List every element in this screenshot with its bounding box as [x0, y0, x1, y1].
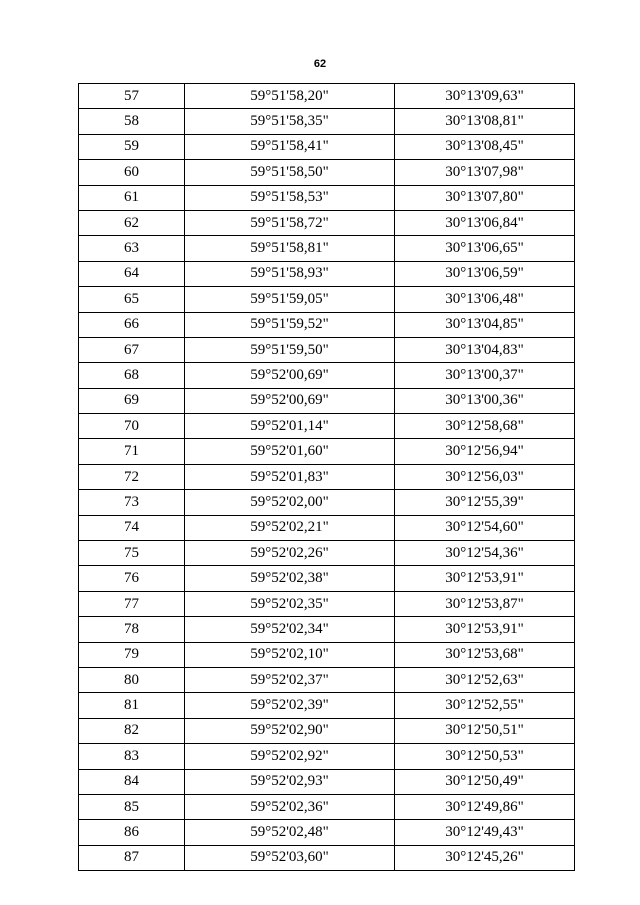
latitude-cell: 59°52'02,26"	[185, 541, 395, 566]
latitude-cell: 59°52'02,90"	[185, 718, 395, 743]
point-number-cell: 64	[79, 261, 185, 286]
latitude-cell: 59°52'02,36"	[185, 794, 395, 819]
longitude-cell: 30°12'55,39"	[395, 490, 575, 515]
table-row	[79, 160, 575, 185]
table-row	[79, 667, 575, 692]
table-row	[79, 566, 575, 591]
coordinates-table	[78, 83, 575, 871]
latitude-cell: 59°52'00,69"	[185, 388, 395, 413]
longitude-cell: 30°12'53,68"	[395, 642, 575, 667]
latitude-cell: 59°51'58,81"	[185, 236, 395, 261]
table-row	[79, 337, 575, 362]
table-row	[79, 388, 575, 413]
table-row	[79, 718, 575, 743]
table-row	[79, 845, 575, 870]
table-row	[79, 617, 575, 642]
longitude-cell: 30°13'06,59"	[395, 261, 575, 286]
latitude-cell: 59°52'02,92"	[185, 744, 395, 769]
latitude-cell: 59°51'58,53"	[185, 185, 395, 210]
table-row	[79, 134, 575, 159]
latitude-cell: 59°51'59,50"	[185, 337, 395, 362]
point-number-cell: 59	[79, 134, 185, 159]
coordinates-table-body	[79, 84, 575, 871]
table-row	[79, 591, 575, 616]
table-row	[79, 363, 575, 388]
page-number: 62	[313, 58, 327, 70]
point-number-cell: 82	[79, 718, 185, 743]
table-row	[79, 769, 575, 794]
longitude-cell: 30°12'52,63"	[395, 667, 575, 692]
point-number-cell: 75	[79, 541, 185, 566]
latitude-cell: 59°52'01,14"	[185, 414, 395, 439]
longitude-cell: 30°12'50,51"	[395, 718, 575, 743]
table-row	[79, 287, 575, 312]
longitude-cell: 30°13'06,48"	[395, 287, 575, 312]
point-number-cell: 68	[79, 363, 185, 388]
latitude-cell: 59°51'58,20"	[185, 84, 395, 109]
latitude-cell: 59°52'02,35"	[185, 591, 395, 616]
longitude-cell: 30°13'08,45"	[395, 134, 575, 159]
point-number-cell: 84	[79, 769, 185, 794]
table-row	[79, 794, 575, 819]
point-number-cell: 74	[79, 515, 185, 540]
latitude-cell: 59°52'02,21"	[185, 515, 395, 540]
longitude-cell: 30°12'56,03"	[395, 464, 575, 489]
longitude-cell: 30°13'08,81"	[395, 109, 575, 134]
latitude-cell: 59°51'58,50"	[185, 160, 395, 185]
latitude-cell: 59°51'58,41"	[185, 134, 395, 159]
table-row	[79, 464, 575, 489]
latitude-cell: 59°52'01,60"	[185, 439, 395, 464]
longitude-cell: 30°12'53,87"	[395, 591, 575, 616]
table-row	[79, 820, 575, 845]
longitude-cell: 30°12'52,55"	[395, 693, 575, 718]
table-row	[79, 744, 575, 769]
point-number-cell: 80	[79, 667, 185, 692]
point-number-cell: 78	[79, 617, 185, 642]
point-number-cell: 65	[79, 287, 185, 312]
longitude-cell: 30°12'50,53"	[395, 744, 575, 769]
point-number-cell: 76	[79, 566, 185, 591]
point-number-cell: 69	[79, 388, 185, 413]
table-row	[79, 439, 575, 464]
latitude-cell: 59°52'02,48"	[185, 820, 395, 845]
longitude-cell: 30°12'50,49"	[395, 769, 575, 794]
latitude-cell: 59°51'59,52"	[185, 312, 395, 337]
longitude-cell: 30°13'06,65"	[395, 236, 575, 261]
longitude-cell: 30°13'06,84"	[395, 210, 575, 235]
table-row	[79, 185, 575, 210]
latitude-cell: 59°52'02,37"	[185, 667, 395, 692]
point-number-cell: 86	[79, 820, 185, 845]
latitude-cell: 59°52'03,60"	[185, 845, 395, 870]
latitude-cell: 59°52'02,93"	[185, 769, 395, 794]
latitude-cell: 59°52'01,83"	[185, 464, 395, 489]
table-row	[79, 693, 575, 718]
point-number-cell: 70	[79, 414, 185, 439]
latitude-cell: 59°52'00,69"	[185, 363, 395, 388]
point-number-cell: 72	[79, 464, 185, 489]
latitude-cell: 59°52'02,39"	[185, 693, 395, 718]
latitude-cell: 59°51'59,05"	[185, 287, 395, 312]
latitude-cell: 59°52'02,00"	[185, 490, 395, 515]
longitude-cell: 30°12'54,60"	[395, 515, 575, 540]
latitude-cell: 59°52'02,10"	[185, 642, 395, 667]
table-row	[79, 414, 575, 439]
longitude-cell: 30°12'53,91"	[395, 617, 575, 642]
longitude-cell: 30°12'56,94"	[395, 439, 575, 464]
longitude-cell: 30°13'09,63"	[395, 84, 575, 109]
point-number-cell: 60	[79, 160, 185, 185]
latitude-cell: 59°51'58,93"	[185, 261, 395, 286]
table-row	[79, 642, 575, 667]
point-number-cell: 66	[79, 312, 185, 337]
longitude-cell: 30°13'00,37"	[395, 363, 575, 388]
longitude-cell: 30°12'53,91"	[395, 566, 575, 591]
longitude-cell: 30°13'04,83"	[395, 337, 575, 362]
table-row	[79, 490, 575, 515]
latitude-cell: 59°51'58,72"	[185, 210, 395, 235]
point-number-cell: 61	[79, 185, 185, 210]
longitude-cell: 30°12'49,86"	[395, 794, 575, 819]
point-number-cell: 62	[79, 210, 185, 235]
point-number-cell: 77	[79, 591, 185, 616]
longitude-cell: 30°12'58,68"	[395, 414, 575, 439]
table-row	[79, 312, 575, 337]
point-number-cell: 87	[79, 845, 185, 870]
point-number-cell: 79	[79, 642, 185, 667]
latitude-cell: 59°51'58,35"	[185, 109, 395, 134]
longitude-cell: 30°13'00,36"	[395, 388, 575, 413]
point-number-cell: 58	[79, 109, 185, 134]
table-row	[79, 541, 575, 566]
longitude-cell: 30°12'49,43"	[395, 820, 575, 845]
point-number-cell: 85	[79, 794, 185, 819]
table-row	[79, 84, 575, 109]
point-number-cell: 63	[79, 236, 185, 261]
table-row	[79, 236, 575, 261]
longitude-cell: 30°13'07,80"	[395, 185, 575, 210]
longitude-cell: 30°12'54,36"	[395, 541, 575, 566]
table-row	[79, 515, 575, 540]
table-row	[79, 210, 575, 235]
table-row	[79, 261, 575, 286]
longitude-cell: 30°13'07,98"	[395, 160, 575, 185]
longitude-cell: 30°13'04,85"	[395, 312, 575, 337]
table-row	[79, 109, 575, 134]
latitude-cell: 59°52'02,34"	[185, 617, 395, 642]
point-number-cell: 81	[79, 693, 185, 718]
latitude-cell: 59°52'02,38"	[185, 566, 395, 591]
point-number-cell: 73	[79, 490, 185, 515]
point-number-cell: 83	[79, 744, 185, 769]
longitude-cell: 30°12'45,26"	[395, 845, 575, 870]
point-number-cell: 57	[79, 84, 185, 109]
point-number-cell: 67	[79, 337, 185, 362]
point-number-cell: 71	[79, 439, 185, 464]
